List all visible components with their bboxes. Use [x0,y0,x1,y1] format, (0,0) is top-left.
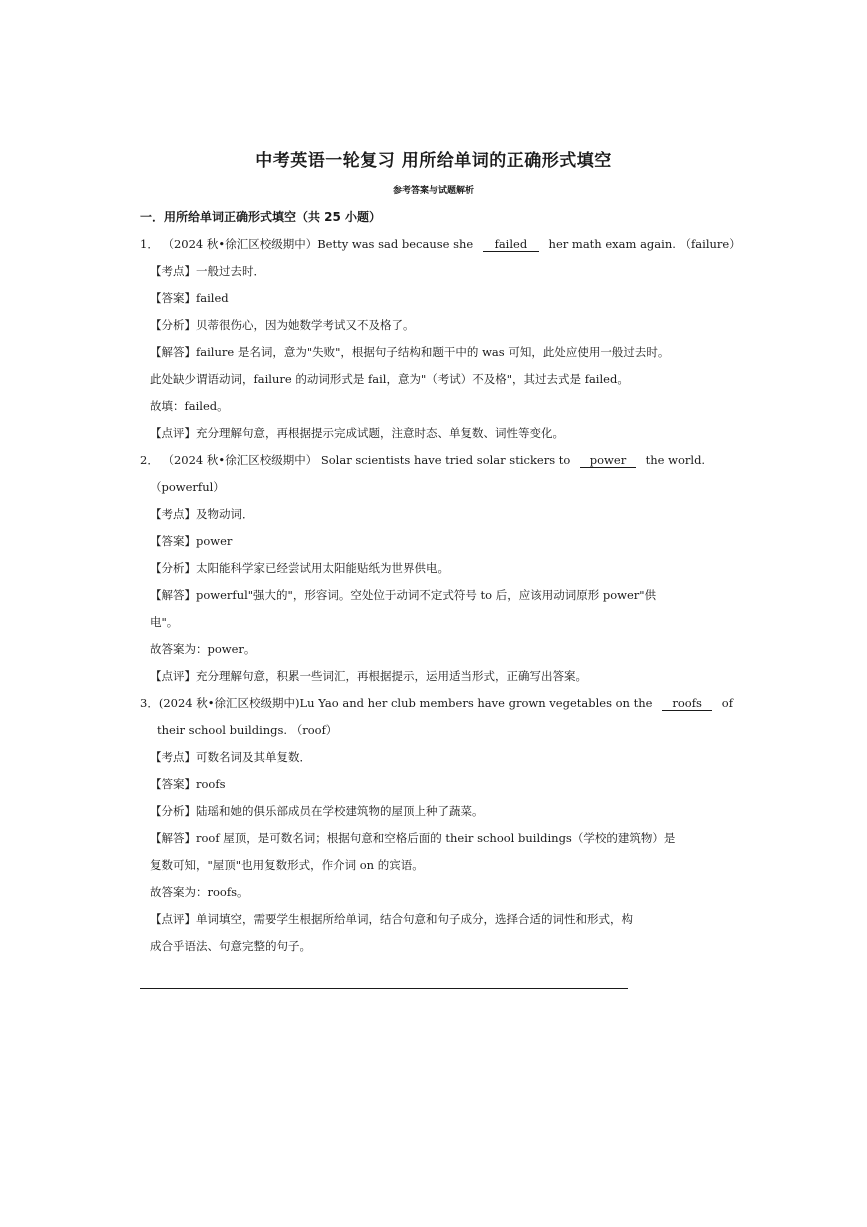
comment-line-2: 成合乎语法、句意完整的句子。 [150,939,311,953]
question-2 [140,452,705,468]
question-source: （2024 秋•徐汇区校级期中） [162,237,318,251]
question-3 [140,695,733,711]
word-hint: （powerful） [150,480,225,494]
analysis: 【分析】陆瑶和她的俱乐部成员在学校建筑物的屋顶上种了蔬菜。 [150,804,484,818]
word-hint: （failure） [679,237,741,251]
footer-divider [140,988,628,989]
solution-line-1: 【解答】failure 是名词，意为"失败"，根据句子结构和题干中的 was 可知，此处应使用一般过去时。 [150,345,670,359]
question-1 [140,236,741,252]
question-text-after: her math exam again. [548,237,676,251]
section-heading: 一．用所给单词正确形式填空（共 25 小题） [140,210,382,224]
answer-blank: power [580,454,636,468]
question-source: （2024 秋•徐汇区校级期中） [162,453,318,467]
final-answer: 故答案为：roofs。 [150,885,249,899]
page-title: 中考英语一轮复习 用所给单词的正确形式填空 [255,151,612,171]
question-text-after: of [721,696,733,710]
answer: 【答案】failed [150,291,229,305]
question-text: Solar scientists have tried solar stickers to [320,453,571,467]
solution-line-2: 复数可知，"屋顶"也用复数形式，作介词 on 的宾语。 [150,858,424,872]
kaodian: 【考点】一般过去时． [150,264,265,278]
question-text-after: the world. [645,453,706,467]
kaodian: 【考点】可数名词及其单复数． [150,750,311,764]
analysis: 【分析】太阳能科学家已经尝试用太阳能贴纸为世界供电。 [150,561,449,575]
question-text: Betty was sad because she [317,237,474,251]
answer: 【答案】roofs [150,777,226,791]
answer-blank: failed [483,238,539,252]
solution-line-1: 【解答】powerful"强大的"，形容词。空处位于动词不定式符号 to 后，应该用动词原形 power"供 [150,588,657,602]
question-3-line-2 [157,722,337,738]
question-number: 1． [140,237,159,251]
final-answer: 故填：failed。 [150,399,229,413]
comment: 【点评】充分理解句意，再根据提示完成试题，注意时态、单复数、词性等变化。 [150,426,564,440]
comment-line-1: 【点评】单词填空，需要学生根据所给单词，结合句意和句子成分，选择合适的词性和形式，构 [150,912,633,926]
answer-blank: roofs [662,697,712,711]
page-subtitle: 参考答案与试题解析 [392,186,474,196]
solution-line-1: 【解答】roof 屋顶，是可数名词；根据句意和空格后面的 their school buildings（学校的建筑物）是 [150,831,676,845]
final-answer: 故答案为：power。 [150,642,256,656]
kaodian: 【考点】及物动词． [150,507,254,521]
question-source: (2024 秋•徐汇区校级期中) [158,696,300,710]
solution-line-2: 电"。 [150,615,179,629]
answer: 【答案】power [150,534,233,548]
question-number: 2． [140,453,159,467]
question-text-line-2: their school buildings. [157,723,288,737]
question-number: 3． [140,696,159,710]
comment: 【点评】充分理解句意，积累一些词汇，再根据提示，运用适当形式，正确写出答案。 [150,669,587,683]
question-text: Lu Yao and her club members have grown vegetables on the [299,696,653,710]
word-hint: （roof） [290,723,338,737]
solution-line-2: 此处缺少谓语动词，failure 的动词形式是 fail，意为"（考试）不及格"，其过去式是 failed。 [150,372,629,386]
analysis: 【分析】贝蒂很伤心，因为她数学考试又不及格了。 [150,318,415,332]
